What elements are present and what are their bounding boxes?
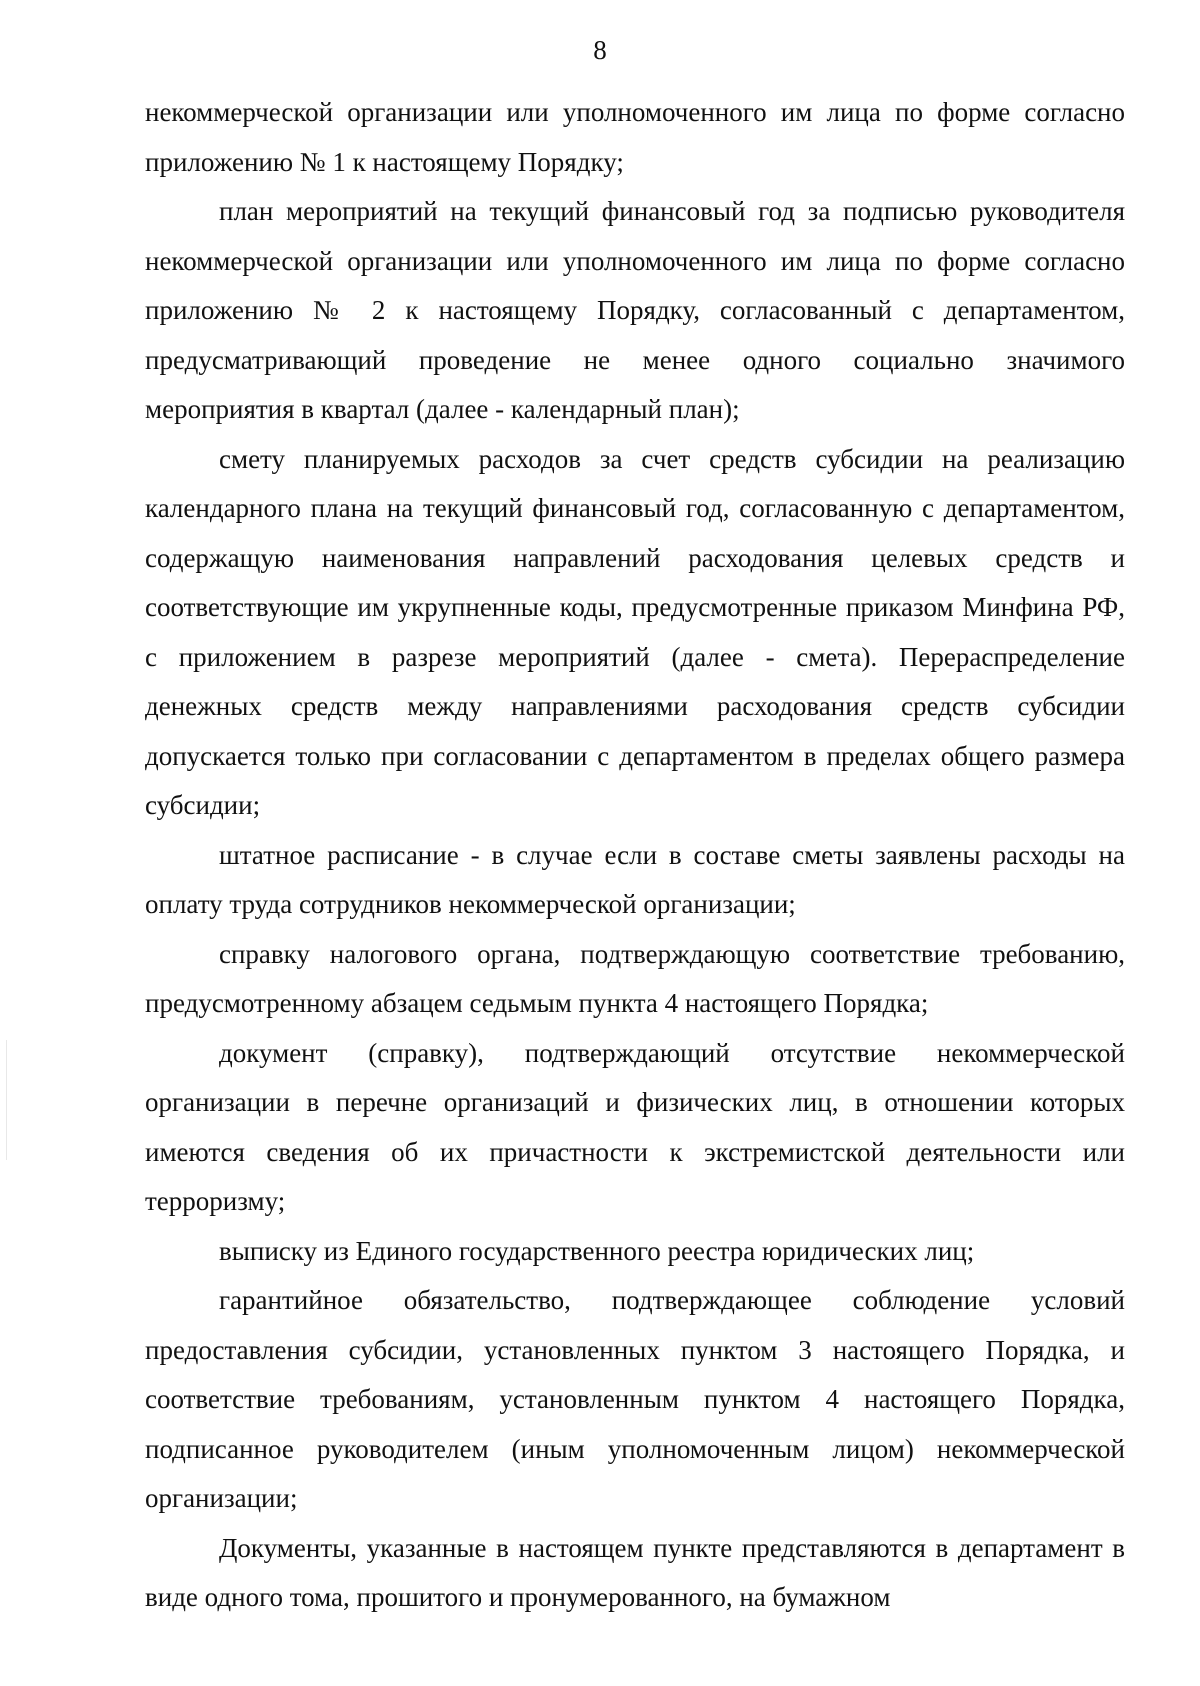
- paragraph-event-plan: план мероприятий на текущий финансовый год за подписью руководителя некоммерческой организации или уполномоченного им лица по форме согласно приложению № 2 к настоящему Порядку, согласованный с департаментом, предусматривающий проведение не менее одного социально значимого мероприятия в квартал (далее - календарный план);: [145, 196, 1125, 424]
- page-number: 8: [593, 35, 607, 65]
- paragraph-staff-schedule: штатное расписание - в случае если в составе сметы заявлены расходы на оплату труда сотрудников некоммерческой организации;: [145, 839, 1125, 919]
- paragraph-application-form: некоммерческой организации или уполномоченного им лица по форме согласно приложению № 1 к настоящему Порядку;: [145, 97, 1125, 177]
- paragraph-guarantee-obligation: гарантийное обязательство, подтверждающее соблюдение условий предоставления субсидии, установленных пунктом 3 настоящего Порядка, и соответствие требованиям, установленным пунктом 4 настоящего Порядка, подписанное руководителем (иным уполномоченным лицом) некоммерческой организации;: [145, 1285, 1125, 1513]
- paragraph-registry-extract: выписку из Единого государственного реестра юридических лиц;: [219, 1235, 975, 1266]
- paragraph-tax-certificate: справку налогового органа, подтверждающую соответствие требованию, предусмотренному абзацем седьмым пункта 4 настоящего Порядка;: [145, 938, 1125, 1018]
- paragraph-expense-estimate: смету планируемых расходов за счет средств субсидии на реализацию календарного плана на текущий финансовый год, согласованную с департаментом, содержащую наименования направлений расходования целевых средств и соответствующие им укрупненные коды, предусмотренные приказом Минфина РФ, с приложением в разрезе мероприятий (далее - смета). Перераспределение денежных средств между направлениями расходования средств субсидии допускается только при согласовании с департаментом в пределах общего размера субсидии;: [145, 443, 1125, 820]
- scan-edge-mark: [6, 1040, 7, 1160]
- paragraph-submission-format: Документы, указанные в настоящем пункте представляются в департамент в виде одного тома, прошитого и пронумерованного, на бумажном: [145, 1532, 1125, 1612]
- paragraph-extremism-certificate: документ (справку), подтверждающий отсутствие некоммерческой организации в перечне организаций и физических лиц, в отношении которых имеются сведения об их причастности к экстремистской деятельности или терроризму;: [145, 1037, 1125, 1216]
- document-body: [145, 88, 1125, 1623]
